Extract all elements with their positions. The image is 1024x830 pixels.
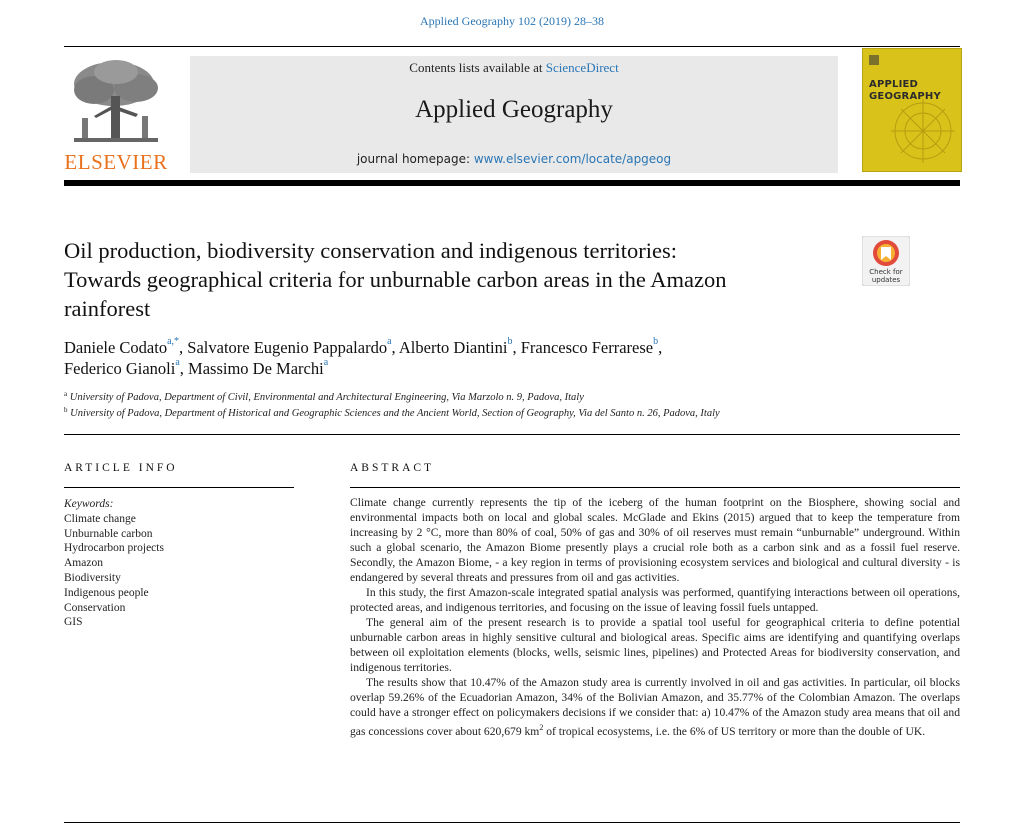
- contents-availability: [190, 60, 838, 76]
- abstract-heading: ABSTRACT: [350, 462, 435, 474]
- author-affiliation-mark[interactable]: b: [653, 336, 659, 347]
- article-info-rule: [64, 487, 294, 488]
- keyword: Climate change: [64, 512, 136, 525]
- title-line3: rainforest: [64, 296, 151, 321]
- elsevier-wordmark: ELSEVIER: [64, 150, 168, 174]
- abstract-paragraph-2: In this study, the first Amazon-scale integrated spatial analysis was performed, quantifying interactions between oil operations, protected areas, and indigenous territories, and focusing on the issue of leaving fossil fuels untapped.: [350, 586, 960, 614]
- affiliation-a: [64, 390, 954, 406]
- journal-cover-thumbnail[interactable]: [862, 48, 962, 172]
- keyword: GIS: [64, 616, 83, 629]
- journal-title: Applied Geography: [415, 96, 613, 123]
- check-updates-line1: Check for: [869, 268, 903, 276]
- affiliations: [64, 390, 954, 422]
- cover-compass-graphic: [863, 49, 961, 171]
- abstract-p4-text: The results show that 10.47% of the Amazon study area is currently involved in oil and gas activities. In particular, oil blocks overlap 59.26% of the Ecuadorian Amazon, 34% of the Bolivian Amazon, and 35.77% of the Colombian Amazon. The overlaps could have a stronger effect on policymakers decisions if we consider that: a) 10.47% of the Amazon study area means that oil and gas concessions cover about 620,679 km: [350, 676, 960, 738]
- author-affiliation-mark[interactable]: a: [323, 357, 329, 368]
- check-updates-line2: updates: [871, 276, 901, 284]
- author-affiliation-mark[interactable]: a: [387, 336, 392, 347]
- article-info-heading: ARTICLE INFO: [64, 462, 178, 474]
- keywords-block: [64, 497, 284, 630]
- affiliation-b: [64, 406, 954, 422]
- author-separator: ,: [179, 359, 189, 378]
- abstract-paragraph-1: Climate change currently represents the tip of the iceberg of the human footprint on the Biosphere, showing social and environmental impacts both on local and global scales. McGlade and Ekins (2015) argued that to keep the temperature from increasing by 2 °C, more than 80% of coal, 50% of gas and 30% of oil reserves must remain “unburnable” underground. Within such a global scenario, the Amazon Biome presently plays a crucial role both as a carbon sink and as a fossil fuel reserve. Secondly, the Amazon Biome, - a key region in terms of provisioning ecosystem services and biological and cultural diversity - is endangered by several threats and pressures from oil and gas activities.: [350, 496, 960, 584]
- author[interactable]: [521, 338, 658, 357]
- author-name: Federico Gianoli: [64, 359, 176, 378]
- keyword: Amazon: [64, 557, 103, 570]
- author-separator: ,: [179, 338, 188, 357]
- author[interactable]: [188, 359, 328, 378]
- title-line1: Oil production, biodiversity conservation and indigenous territories:: [64, 238, 678, 263]
- affiliations-rule: [64, 434, 960, 435]
- keywords-label: Keywords:: [64, 498, 114, 510]
- keyword: Biodiversity: [64, 571, 121, 584]
- abstract-paragraph-4: [350, 675, 960, 739]
- affiliation-mark: a: [64, 390, 68, 398]
- author-name: Daniele Codato: [64, 338, 168, 357]
- author-name: Alberto Diantini: [398, 338, 508, 357]
- header-bottom-rule: [64, 180, 960, 186]
- homepage-link[interactable]: www.elsevier.com/locate/apgeog: [473, 152, 672, 166]
- journal-homepage: [190, 152, 838, 166]
- keyword: Hydrocarbon projects: [64, 542, 164, 555]
- cover-title-line1: APPLIED: [869, 79, 919, 90]
- author[interactable]: [64, 359, 180, 378]
- journal-header-box: [190, 56, 838, 173]
- cover-title: [869, 79, 941, 103]
- author-affiliation-mark[interactable]: a: [175, 357, 180, 368]
- article-title: [64, 236, 854, 323]
- author[interactable]: [64, 338, 179, 357]
- journal-citation[interactable]: Applied Geography 102 (2019) 28–38: [420, 14, 604, 28]
- author-name: Salvatore Eugenio Pappalardo: [187, 338, 388, 357]
- abstract-rule: [350, 487, 960, 488]
- author-separator: ,: [391, 338, 399, 357]
- footer-rule: [64, 822, 960, 823]
- sciencedirect-link[interactable]: ScienceDirect: [545, 60, 619, 75]
- abstract-paragraph-3: The general aim of the present research is to provide a spatial tool useful for geographical criteria to define potential unburnable carbon areas in highly sensitive cultural and biological areas. Specific aims are identifying and quantifying overlaps between oil exploitation elements (blocks, wells, seismic lines, pipelines) and Protected Areas for biodiversity conservation, and indigenous territories.: [350, 616, 960, 674]
- keyword: Conservation: [64, 601, 126, 614]
- keyword: Indigenous people: [64, 586, 149, 599]
- author[interactable]: [187, 338, 391, 357]
- header-top-rule: [64, 46, 960, 47]
- affiliation-text: University of Padova, Department of Historical and Geographic Sciences and the Ancient World, Section of Geography, Via del Santo n. 26, Padova, Italy: [70, 408, 720, 419]
- author-list: [64, 337, 944, 379]
- author-separator: ,: [658, 338, 663, 357]
- check-for-updates-label[interactable]: [862, 268, 910, 284]
- author-name: Francesco Ferrarese: [520, 338, 654, 357]
- abstract-p4-text-end: of tropical ecosystems, i.e. the 6% of US territory or more than the double of UK.: [543, 724, 926, 738]
- homepage-prefix: journal homepage:: [356, 152, 474, 166]
- contents-prefix: Contents lists available at: [409, 60, 546, 75]
- affiliation-text: University of Padova, Department of Civil, Environmental and Architectural Engineering, Via Marzolo n. 9, Padova, Italy: [69, 392, 584, 403]
- author-affiliation-mark[interactable]: b: [507, 336, 513, 347]
- author-separator: ,: [512, 338, 521, 357]
- abstract-p4-superscript: 2: [539, 723, 544, 732]
- title-line2: Towards geographical criteria for unburnable carbon areas in the Amazon: [64, 267, 727, 292]
- cover-title-line2: GEOGRAPHY: [869, 91, 941, 102]
- abstract-body: [350, 495, 960, 739]
- author-affiliation-mark[interactable]: a,*: [167, 336, 180, 347]
- author[interactable]: [399, 338, 513, 357]
- affiliation-mark: b: [64, 406, 68, 414]
- author-name: Massimo De Marchi: [188, 359, 324, 378]
- keyword: Unburnable carbon: [64, 527, 153, 540]
